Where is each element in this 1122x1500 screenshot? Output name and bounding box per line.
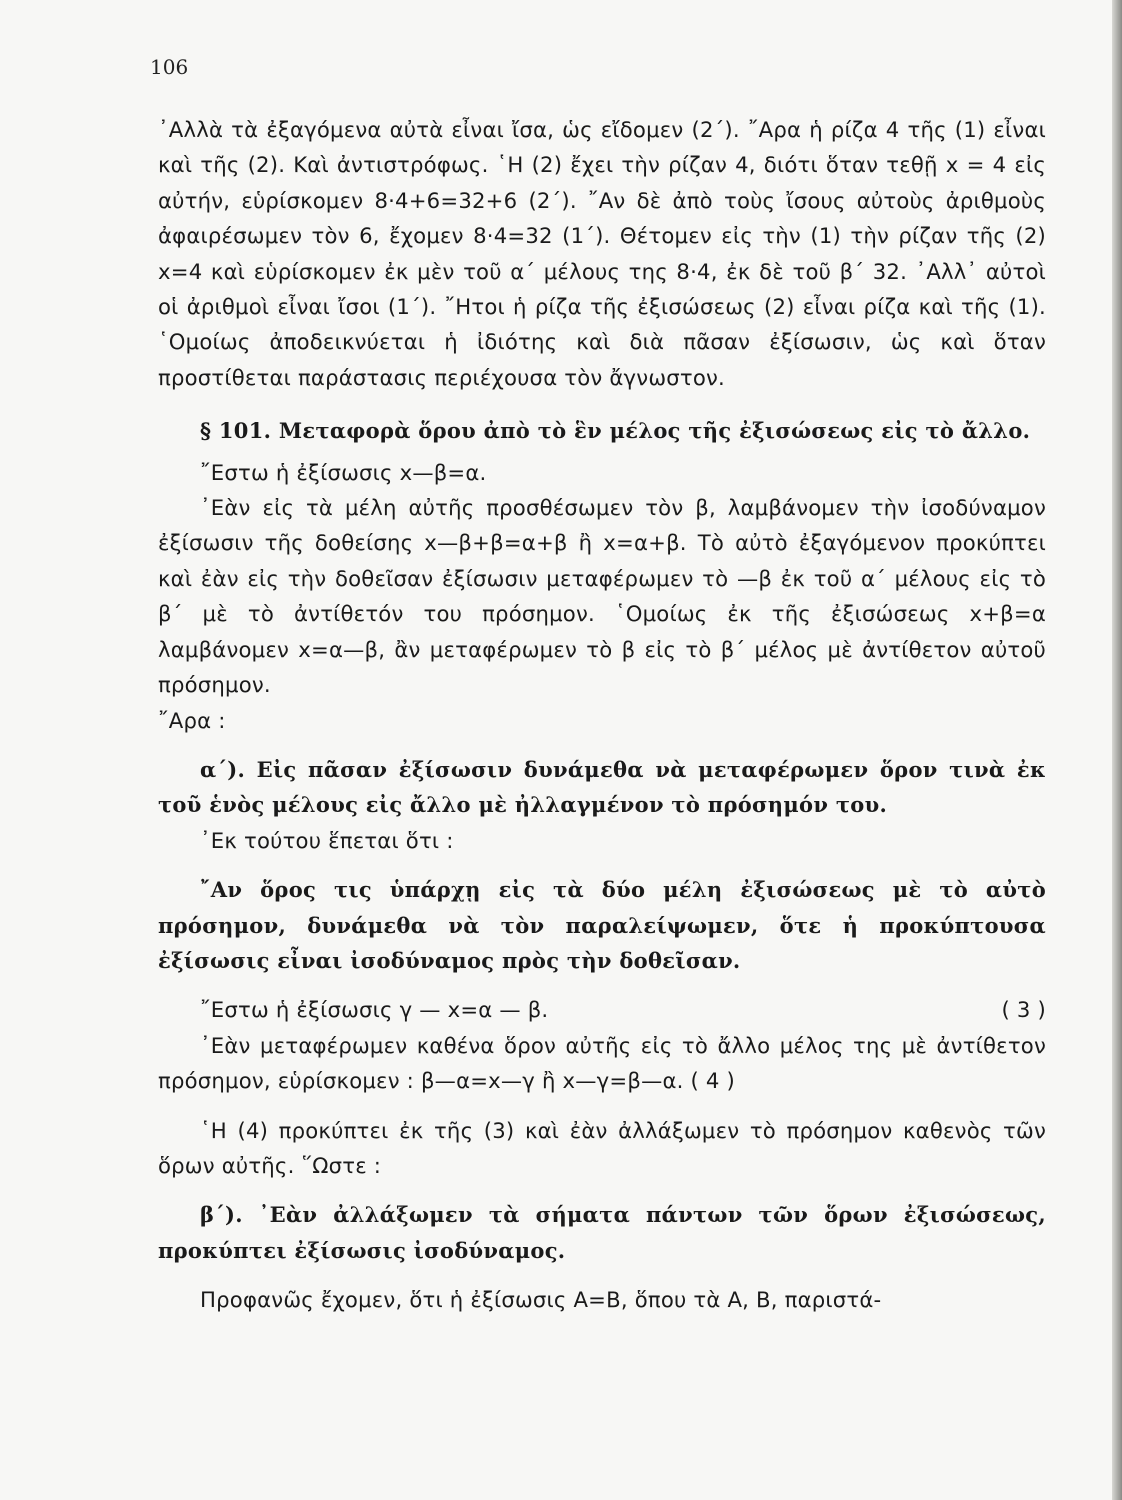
paragraph-equation-3 [158,992,1046,1027]
page-edge [1112,0,1122,1500]
page-number: 106 [150,55,189,79]
rule-b: β΄). ᾿Εὰν ἀλλάξωμεν τὰ σήματα πάντων τῶν ὅρων ἐξισώσεως, προκύπτει ἐξίσωσις ἰσοδύναμος. [158,1202,1046,1263]
equation-3-text: ῎Εστω ἡ ἐξίσωσις γ — x=α — β. [200,997,549,1023]
paragraph-equation-4 [158,1028,1046,1099]
equation-4-tag: ( 4 ) [690,1068,735,1094]
equation-4-text: ᾿Εὰν μεταφέρωμεν καθένα ὅρον αὐτῆς εἰς τὸ ἄλλο μέλος της μὲ ἀντίθετον πρόσημον, εὑρίσκομεν : β—α=x—γ ἢ x—γ=β—α. [158,1032,1046,1094]
paragraph-obviously: Προφανῶς ἔχομεν, ὅτι ἡ ἐξίσωσις Α=Β, ὅπου τὰ Α, Β, παριστά- [200,1287,882,1313]
paragraph-therefore: ῎Αρα : [158,707,226,733]
rule-a: α΄). Εἰς πᾶσαν ἐξίσωσιν δυνάμεθα νὰ μεταφέρωμεν ὅρον τινὰ ἐκ τοῦ ἑνὸς μέλους εἰς ἄλλο μὲ ἠλλαγμένον τὸ πρόσημόν του. [158,756,1046,818]
section-heading: § 101. Μεταφορὰ ὅρου ἀπὸ τὸ ἓν μέλος τῆς ἐξισώσεως εἰς τὸ ἄλλο. [200,418,1031,444]
page-body [158,112,1046,1318]
paragraph-sign-change: ῾Η (4) προκύπτει ἐκ τῆς (3) καὶ ἐὰν ἀλλάξωμεν τὸ πρόσημον καθενὸς τῶν ὅρων αὐτῆς. ῞Ωστε : [158,1117,1046,1178]
rule-corollary: ῎Αν ὅρος τις ὑπάρχῃ εἰς τὰ δύο μέλη ἐξισώσεως μὲ τὸ αὐτὸ πρόσημον, δυνάμεθα νὰ τὸν παραλείψωμεν, ὅτε ἡ προκύπτουσα ἐξίσωσις εἶναι ἰσοδύναμος πρὸς τὴν δοθεῖσαν. [158,877,1046,973]
paragraph-proof: ᾿Αλλὰ τὰ ἐξαγόμενα αὐτὰ εἶναι ἴσα, ὡς εἴδομεν (2΄). ῎Αρα ἡ ρίζα 4 τῆς (1) εἶναι καὶ τῆς (2). Καὶ ἀντιστρόφως. ῾Η (2) ἔχει τὴν ρίζαν 4, διότι ὅταν τεθῇ x = 4 εἰς αὐτήν, εὑρίσκομεν 8·4+6=32+6 (2΄). ῎Αν δὲ ἀπὸ τοὺς ἴσους αὐτοὺς ἀριθμοὺς ἀφαιρέσωμεν τὸν 6, ἔχομεν 8·4=32 (1΄). Θέτομεν εἰς τὴν (1) τὴν ρίζαν τῆς (2) x=4 καὶ εὑρίσκομεν ἐκ μὲν τοῦ α΄ μέλους της 8·4, ἐκ δὲ τοῦ β΄ 32. ᾿Αλλ᾿ αὐτοὶ οἱ ἀριθμοὶ εἶναι ἴσοι (1΄). ῎Ητοι ἡ ρίζα τῆς ἐξισώσεως (2) εἶναι ρίζα καὶ τῆς (1). ῾Ομοίως ἀποδεικνύεται ἡ ἰδιότης καὶ διὰ πᾶσαν ἐξίσωσιν, ὡς καὶ ὅταν προστίθεται παράστασις περιέχουσα τὸν ἄγνωστον. [158,117,1046,390]
paragraph-follows: ᾿Εκ τούτου ἕπεται ὅτι : [200,827,454,853]
paragraph-transfer: ᾿Εὰν εἰς τὰ μέλη αὐτῆς προσθέσωμεν τὸν β, λαμβάνομεν τὴν ἰσοδύναμον ἐξίσωσιν τῆς δοθείσης x—β+β=α+β ἢ x=α+β. Τὸ αὐτὸ ἐξαγόμενον προκύπτει καὶ ἐὰν εἰς τὴν δοθεῖσαν ἐξίσωσιν μεταφέρωμεν τὸ —β ἐκ τοῦ α΄ μέλους εἰς τὸ β΄ μὲ τὸ ἀντίθετόν του πρόσημον. ῾Ομοίως ἐκ τῆς ἐξισώσεως x+β=α λαμβάνομεν x=α—β, ἂν μεταφέρωμεν τὸ β εἰς τὸ β΄ μέλος μὲ ἀντίθετον αὐτοῦ πρόσημον. [158,495,1046,698]
equation-3-tag: ( 3 ) [1001,997,1046,1023]
paragraph-let-equation: ῎Εστω ἡ ἐξίσωσις x—β=α. [200,459,487,485]
